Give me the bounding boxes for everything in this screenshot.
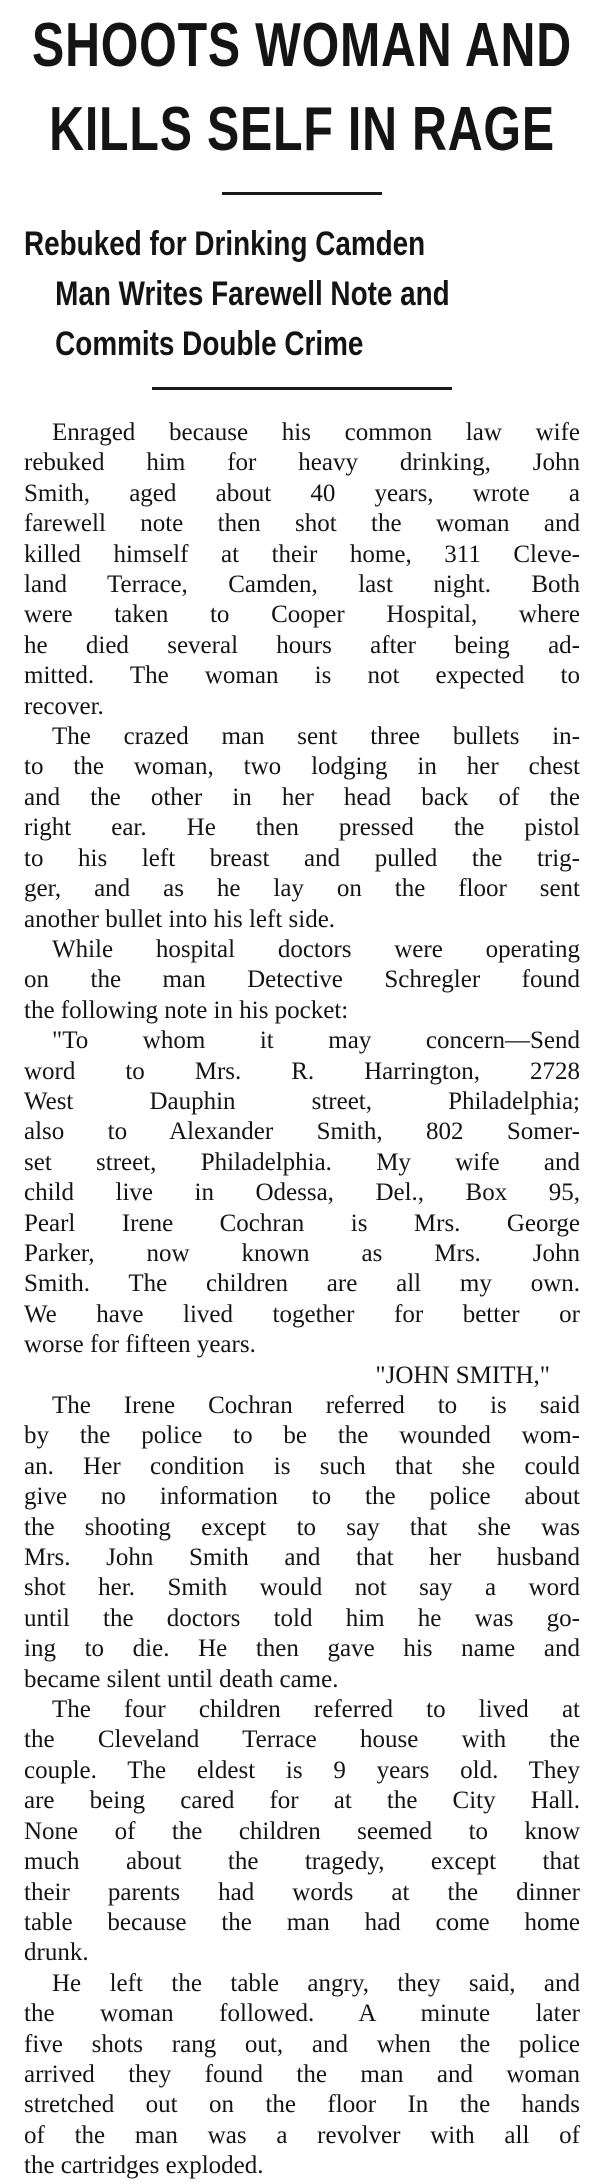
article-text-line: ing to die. He then gave his name and xyxy=(24,1635,580,1663)
article-text-line: were taken to Cooper Hospital, where xyxy=(24,601,580,629)
article-text-line: drunk. xyxy=(24,1939,89,1967)
headline xyxy=(31,4,574,172)
article-text-line: None of the children seemed to know xyxy=(24,1817,580,1845)
article-text-line: Parker, now known as Mrs. John xyxy=(24,1239,580,1267)
article-text-line: mitted. The woman is not expected to xyxy=(24,662,580,690)
article-text-line: child live in Odessa, Del., Box 95, xyxy=(24,1179,580,1207)
article-text-line: The four children referred to lived at xyxy=(52,1696,580,1724)
article-text-line: While hospital doctors were operating xyxy=(52,935,580,963)
article-text-line: set street, Philadelphia. My wife and xyxy=(24,1148,580,1176)
article-text-line: "To whom it may concern—Send xyxy=(52,1027,580,1055)
headline-divider xyxy=(222,192,382,195)
article-text-line: to his left breast and pulled the trig- xyxy=(24,844,580,872)
article-text-line: by the police to be the wounded wom- xyxy=(24,1422,580,1450)
article-text-line: land Terrace, Camden, last night. Both xyxy=(24,571,580,599)
article-text-line: West Dauphin street, Philadelphia; xyxy=(24,1087,580,1115)
article-text-line: right ear. He then pressed the pistol xyxy=(24,814,580,842)
headline-line-1: SHOOTS WOMAN AND xyxy=(32,11,572,80)
article-text-line: Mrs. John Smith and that her husband xyxy=(24,1544,580,1572)
article-text-line: rebuked him for heavy drinking, John xyxy=(24,449,580,477)
article-text-line: also to Alexander Smith, 802 Somer- xyxy=(24,1118,580,1146)
article-text-line: recover. xyxy=(24,692,104,720)
signature-line: "JOHN SMITH," xyxy=(375,1361,550,1389)
article-text-line: their parents had words at the dinner xyxy=(24,1878,580,1906)
article-text-line: another bullet into his left side. xyxy=(24,905,336,933)
article-text-line: the woman followed. A minute later xyxy=(24,2000,580,2028)
article-text-line: Pearl Irene Cochran is Mrs. George xyxy=(24,1209,580,1237)
article-text-line: the following note in his pocket: xyxy=(24,996,349,1024)
article-text-line: the Cleveland Terrace house with the xyxy=(24,1726,580,1754)
article-text-line: an. Her condition is such that she could xyxy=(24,1452,580,1480)
article-text-line: shot her. Smith would not say a word xyxy=(24,1574,580,1602)
article-text-line: We have lived together for better or xyxy=(24,1300,580,1328)
article-text-line: to the woman, two lodging in her chest xyxy=(24,753,580,781)
article-text-line: farewell note then shot the woman and xyxy=(24,510,580,538)
article-text-line: are being cared for at the City Hall. xyxy=(24,1787,580,1815)
article-text-line: The crazed man sent three bullets in- xyxy=(52,723,580,751)
article-text-line: The Irene Cochran referred to is said xyxy=(52,1392,580,1419)
article-text-line: Smith, aged about 40 years, wrote a xyxy=(24,479,580,507)
article-text-line: word to Mrs. R. Harrington, 2728 xyxy=(24,1057,580,1085)
article-text-line: five shots rang out, and when the police xyxy=(24,2030,580,2058)
headline-line-2: KILLS SELF IN RAGE xyxy=(49,95,555,164)
article-text-line: and the other in her head back of the xyxy=(24,783,580,811)
article-text-line: killed himself at their home, 311 Cleve- xyxy=(24,540,580,568)
article-text-line: worse for fifteen years. xyxy=(24,1331,256,1359)
article-text-line: couple. The eldest is 9 years old. They xyxy=(24,1756,580,1784)
article-text-line: much about the tragedy, except that xyxy=(24,1848,580,1876)
subheadline-line-2: Man Writes Farewell Note and xyxy=(55,275,450,313)
article-text-line: the shooting except to say that she was xyxy=(24,1513,580,1541)
article-text-line: give no information to the police about xyxy=(24,1483,580,1511)
subheadline-line-3: Commits Double Crime xyxy=(55,325,364,363)
article-text-line: until the doctors told him he was go- xyxy=(24,1604,580,1632)
subheadline-divider xyxy=(152,387,452,390)
article-text-line: He left the table angry, they said, and xyxy=(52,1969,580,1997)
article-text-line: he died several hours after being ad- xyxy=(24,631,580,659)
article-text-line: Smith. The children are all my own. xyxy=(24,1270,580,1298)
article-text-line: the cartridges exploded. xyxy=(24,2152,264,2180)
article-text-line: of the man was a revolver with all of xyxy=(24,2121,580,2149)
article-text-line: arrived they found the man and woman xyxy=(24,2060,580,2088)
subheadline-line-1: Rebuked for Drinking Camden xyxy=(24,225,426,263)
article-body xyxy=(24,418,580,2182)
article-text-line: table because the man had come home xyxy=(24,1908,580,1936)
article-text-line: became silent until death came. xyxy=(24,1665,339,1693)
article-text-line: on the man Detective Schregler found xyxy=(24,966,580,994)
article-text-line: stretched out on the floor In the hands xyxy=(24,2091,580,2119)
article-text-line: Enraged because his common law wife xyxy=(52,419,580,446)
article-text-line: ger, and as he lay on the floor sent xyxy=(24,875,580,903)
subheadline xyxy=(24,219,582,369)
